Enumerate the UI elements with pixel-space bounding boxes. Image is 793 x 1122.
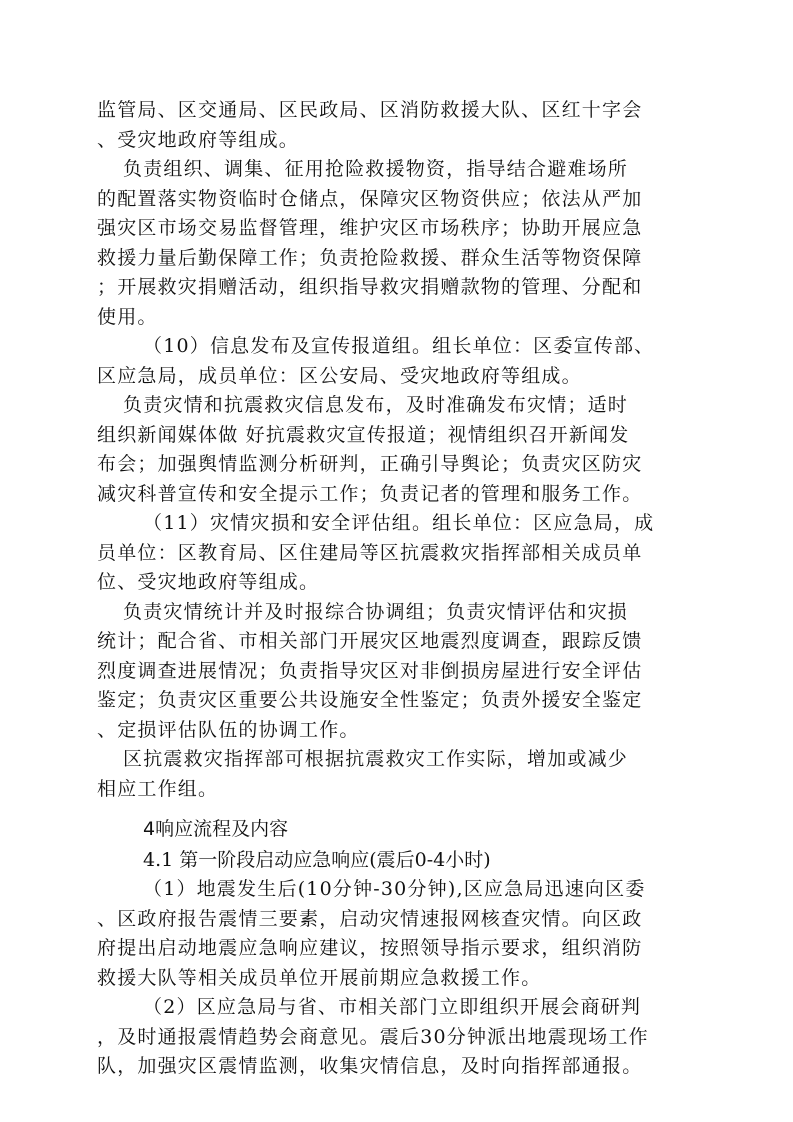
- text-line: 强灾区市场交易监督管理，维护灾区市场秩序；协助开展应急: [97, 217, 643, 239]
- text-line: 位、受灾地政府等组成。: [97, 571, 320, 593]
- text-line: （2）区应急局与省、市相关部门立即组织开展会商研判: [143, 996, 642, 1018]
- text-line: 相应工作组。: [97, 777, 219, 800]
- text-line: 统计；配合省、市相关部门开展灾区地震烈度调查，跟踪反馈: [97, 630, 643, 652]
- text-line: 的配置落实物资临时仓储点，保障灾区物资供应；依法从严加: [97, 187, 643, 210]
- text-line: 救援大队等相关成员单位开展前期应急救援工作。: [97, 966, 542, 989]
- section-heading: 4响应流程及内容: [143, 818, 289, 840]
- text-line: 员单位：区教育局、区住建局等区抗震救灾指挥部相关成员单: [97, 541, 643, 564]
- text-line: 组织新闻媒体做 好抗震救灾宣传报道；视情组织召开新闻发: [97, 423, 630, 446]
- text-line: （10）信息发布及宣传报道组。组长单位：区委宣传部、: [143, 335, 655, 357]
- text-line: 府提出启动地震应急响应建议，按照领导指示要求，组织消防: [97, 937, 643, 959]
- text-line: 、受灾地政府等组成。: [97, 128, 300, 151]
- subsection-heading: 4.1 第一阶段启动应急响应(震后0-4小时): [143, 849, 491, 871]
- text-line: 烈度调查进展情况；负责指导灾区对非倒损房屋进行安全评估: [97, 659, 643, 682]
- text-line: （11）灾情灾损和安全评估组。组长单位：区应急局，成: [143, 512, 655, 534]
- text-line: 队，加强灾区震情监测，收集灾情信息，及时向指挥部通报。: [97, 1055, 643, 1077]
- text-line: 监管局、区交通局、区民政局、区消防救援大队、区红十字会: [97, 99, 643, 121]
- document-body: [97, 96, 697, 1082]
- text-line: ，及时通报震情趋势会商意见。震后30分钟派出地震现场工作: [97, 1025, 649, 1048]
- text-line: 、定损评估队伍的协调工作。: [97, 718, 360, 741]
- text-line: 负责灾情统计并及时报综合协调组；负责灾情评估和灾损: [123, 600, 629, 623]
- text-line: 鉴定；负责灾区重要公共设施安全性鉴定；负责外援安全鉴定: [97, 689, 643, 711]
- text-line: 负责灾情和抗震救灾信息发布，及时准确发布灾情；适时: [123, 394, 629, 416]
- text-line: ；开展救灾捐赠活动，组织指导救灾捐赠款物的管理、分配和: [97, 276, 643, 298]
- text-line: （1）地震发生后(10分钟-30分钟),区应急局迅速向区委: [143, 878, 646, 900]
- text-line: 区应急局，成员单位：区公安局、受灾地政府等组成。: [97, 364, 582, 387]
- text-line: 布会；加强舆情监测分析研判，正确引导舆论；负责灾区防灾: [97, 453, 643, 475]
- text-line: 使用。: [97, 305, 158, 328]
- text-line: 、区政府报告震情三要素，启动灾情速报网核查灾情。向区政: [97, 907, 643, 930]
- text-line: 减灾科普宣传和安全提示工作；负责记者的管理和服务工作。: [97, 482, 643, 505]
- text-line: 区抗震救灾指挥部可根据抗震救灾工作实际，增加或减少: [123, 748, 629, 770]
- text-line: 负责组织、调集、征用抢险救援物资，指导结合避难场所: [123, 158, 629, 180]
- text-line: 救援力量后勤保障工作；负责抢险救援、群众生活等物资保障: [97, 246, 643, 269]
